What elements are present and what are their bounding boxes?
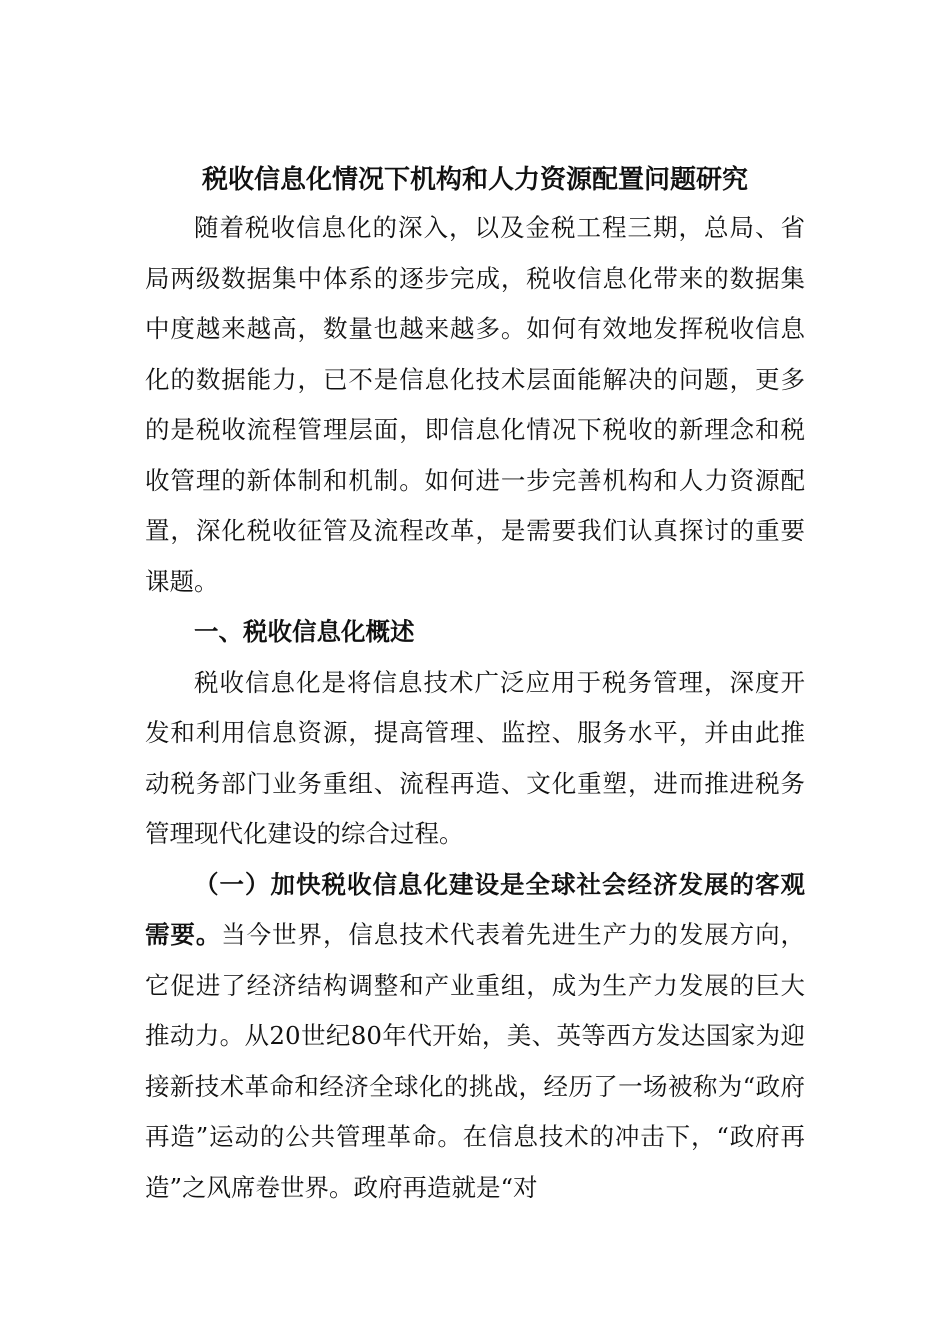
subsection-paragraph <box>145 860 805 1214</box>
section-paragraph: 税收信息化是将信息技术广泛应用于税务管理，深度开发和利用信息资源，提高管理、监控、服务水平，并由此推动税务部门业务重组、流程再造、文化重塑，进而推进税务管理现代化建设的综合过程。 <box>145 667 805 848</box>
section-heading: 一、税收信息化概述 <box>194 617 415 646</box>
document-body <box>145 203 805 1213</box>
subsection-lead: （一）加快税收信息化建设是全球社会经济发展的客观需要。 <box>145 869 805 949</box>
document-title: 税收信息化情况下机构和人力资源配置问题研究 <box>201 165 748 195</box>
intro-paragraph: 随着税收信息化的深入，以及金税工程三期，总局、省局两级数据集中体系的逐步完成，税收信息化带来的数据集中度越来越高，数量也越来越多。如何有效地发挥税收信息化的数据能力，已不是信息化技术层面能解决的问题，更多的是税收流程管理层面，即信息化情况下税收的新理念和税收管理的新体制和机制。如何进一步完善机构和人力资源配置，深化税收征管及流程改革，是需要我们认真探讨的重要课题。 <box>145 213 805 596</box>
subsection-text: 当今世界，信息技术代表着先进生产力的发展方向，它促进了经济结构调整和产业重组，成为生产力发展的巨大推动力。从20世纪80年代开始，美、英等西方发达国家为迎接新技术革命和经济全球化的挑战，经历了一场被称为“政府再造”运动的公共管理革命。在信息技术的冲击下，“政府再造”之风席卷世界。政府再造就是“对 <box>145 920 806 1202</box>
